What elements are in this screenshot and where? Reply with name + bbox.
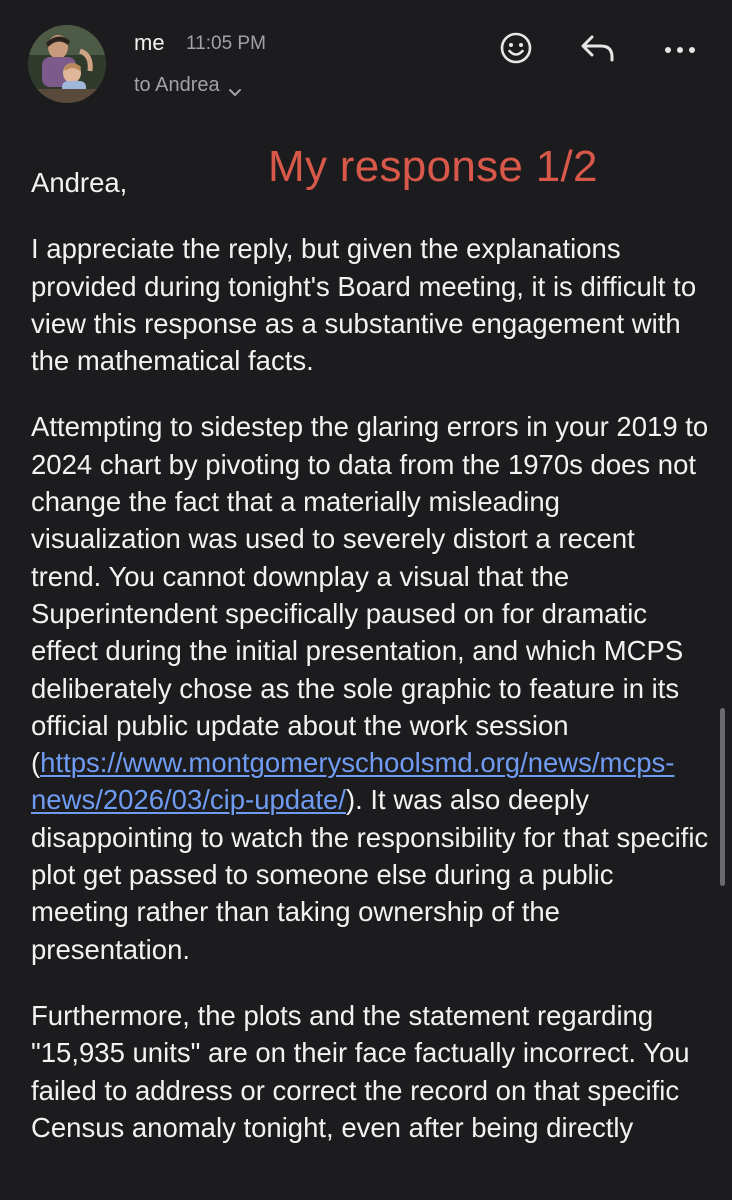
email-paragraph-2 [31,408,711,967]
paragraph-2-text-end: ). It was also deeply disappointing to watch the responsibility for that specific plot get passed to someone else during a public meeting rather than taking ownership of the presentation. [31,784,709,965]
scrollbar[interactable] [720,708,725,886]
more-icon [664,41,696,59]
emoji-icon [499,31,533,70]
email-body [31,164,711,1175]
reply-icon [579,33,617,68]
recipient-label: to Andrea [134,74,220,96]
avatar[interactable] [28,25,106,103]
emoji-reaction-button[interactable] [496,30,536,70]
timestamp: 11:05 PM [186,33,266,54]
recipient-toggle[interactable] [134,74,242,97]
avatar-photo [28,25,106,103]
annotation-overlay: My response 1/2 [268,142,598,191]
cip-update-link[interactable]: https://www.montgomeryschoolsmd.org/news/mcps-news/2026/03/cip-update/ [31,747,675,816]
email-header [0,0,732,130]
email-paragraph-3: Furthermore, the plots and the statement regarding "15,935 units" are on their face factually incorrect. You failed to address or correct the record on that specific Census anomaly tonight, even after being directly [31,999,690,1143]
more-options-button[interactable] [660,30,700,70]
chevron-down-icon [228,81,242,91]
sender-name: me [134,30,165,55]
paragraph-2-text: Attempting to sidestep the glaring errors in your 2019 to 2024 chart by pivoting to data from the 1970s does not change the fact that a materially misleading visualization was used to severely distort a recent trend. You cannot downplay a visual that the Superintendent specifically paused on for dramatic effect during the initial presentation, and which MCPS deliberately chose as the sole graphic to feature in its official public update about the work session ( [31,411,709,779]
email-paragraph-1: I appreciate the reply, but given the explanations provided during tonight's Board meeting, it is difficult to view this response as a substantive engagement with the mathematical facts. [31,233,697,377]
reply-button[interactable] [578,30,618,70]
email-greeting: Andrea, [31,167,128,198]
